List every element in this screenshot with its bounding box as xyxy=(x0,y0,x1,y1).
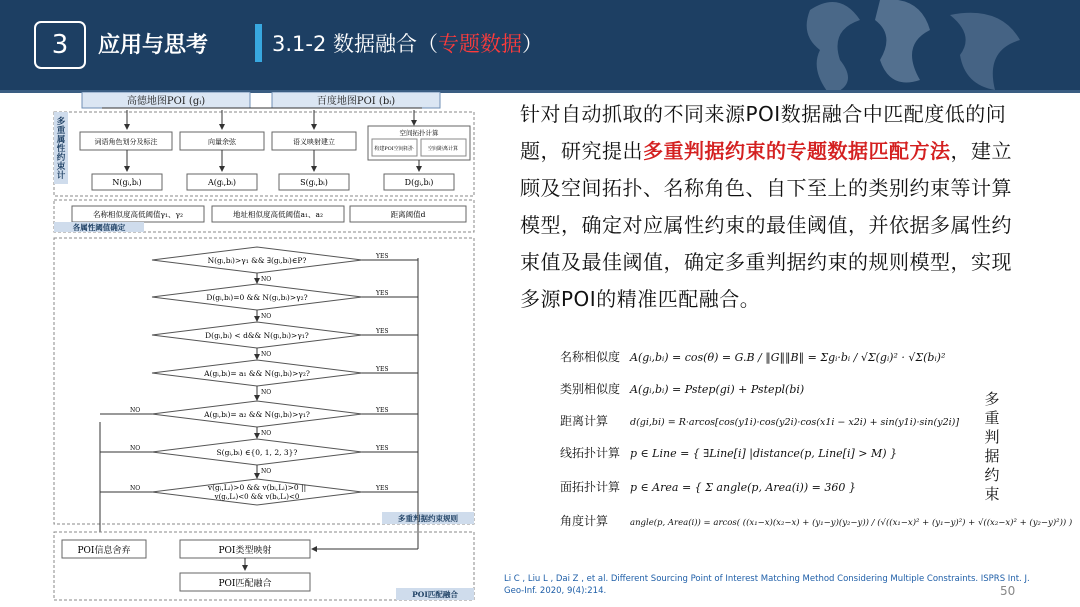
formula-row xyxy=(560,380,804,397)
formula-expression: A(gᵢ,bᵢ) = cos(θ) = G.B / ‖G‖‖B‖ = Σgᵢ·bᵢ / √Σ(gᵢ)² · √Σ(bᵢ)² xyxy=(630,351,946,364)
formula-label: 类别相似度 xyxy=(560,382,621,396)
formula-expression: A(gᵢ,bᵢ) = Pstep(gi) + Pstepl(bi) xyxy=(630,383,805,396)
formula-label: 线拓扑计算 xyxy=(560,446,621,460)
formula-row xyxy=(560,478,856,495)
yes-label: YES xyxy=(376,290,389,297)
side-label-4: POI匹配融合 xyxy=(412,590,458,599)
page-number: 50 xyxy=(1000,584,1016,598)
decision-label: v(gᵢ,Lᵢ)>0 && v(bᵢ,Lᵢ)>0 || xyxy=(207,483,307,492)
formula-label: 距离计算 xyxy=(560,414,609,428)
decision-chain xyxy=(100,247,418,505)
yes-label: YES xyxy=(376,485,389,492)
result-a-label: A(gᵢ,bᵢ) xyxy=(207,178,237,187)
flowchart xyxy=(52,92,476,603)
no-label: NO xyxy=(261,313,272,320)
decision-label: D(gᵢ,bᵢ) < d&& N(gᵢ,bᵢ)>γ₁? xyxy=(205,331,309,340)
formula-label: 名称相似度 xyxy=(560,350,621,364)
header-bar xyxy=(0,0,1080,90)
yes-label: YES xyxy=(376,407,389,414)
formula-label: 角度计算 xyxy=(560,514,609,528)
threshold-box-1-label: 名称相似度高低阈值γ₁、γ₂ xyxy=(93,210,183,219)
formula-row xyxy=(560,348,945,365)
description-paragraph: 针对自动抓取的不同来源POI数据融合中匹配度低的问题，研究提出多重判据约束的专题数据匹配方法，建立顾及空间拓扑、名称角色、自下至上的类别约束等计算模型，确定对应属性约束的最佳阈值，并依据多属性约束值及最佳阈值，确定多重判据约束的规则模型，实现多源POI的精准匹配融合。 xyxy=(520,102,1012,311)
formula-expression: p ∈ Area = { Σ angle(p, Area(i)) = 360 } xyxy=(630,481,856,494)
method-highlight: 多重判据约束的专题数据匹配方法 xyxy=(643,139,951,163)
no-label: NO xyxy=(261,468,272,475)
section-number: 3 xyxy=(34,21,86,69)
result-d-label: D(gᵢ,bᵢ) xyxy=(404,178,434,187)
calc-box-4-label: 空间拓扑计算 xyxy=(399,129,439,137)
side-label-3: 多重判据约束规则 xyxy=(398,514,458,523)
citation: Li C , Liu L , Dai Z , et al. Different Sourcing Point of Interest Matching Method Considering Multiple Constraints. ISPRS Int. J. Geo-Inf. 2020, 9(4):214. xyxy=(504,574,1030,596)
subtitle-highlight: 专题数据 xyxy=(438,32,523,56)
calc-box-3-label: 语义映射建立 xyxy=(293,138,335,146)
calc-box-4b-label: 空间距离计算 xyxy=(427,146,459,152)
type-map-label: POI类型映射 xyxy=(218,546,272,556)
calc-box-4a-label: 构建POI空间拓扑 xyxy=(374,146,414,152)
brush-decoration xyxy=(770,0,1080,90)
formula-expression: d(gi,bi) = R·arcos[cos(y1i)·cos(y2i)·cos(x1i − x2i) + sin(y1i)·sin(y2i)] xyxy=(630,417,960,428)
formula-row xyxy=(560,412,959,429)
yes-label: YES xyxy=(376,253,389,260)
yes-label: YES xyxy=(376,328,389,335)
no-label: NO xyxy=(261,351,272,358)
yes-label: YES xyxy=(376,366,389,373)
header-accent-bar xyxy=(255,24,262,62)
decision-label: S(gᵢ,bᵢ) ∈{0, 1, 2, 3}? xyxy=(216,448,298,457)
formula-row xyxy=(560,444,897,461)
threshold-box-3-label: 距离阈值d xyxy=(390,210,426,219)
decision-label: D(gᵢ,bᵢ)=0 && N(gᵢ,bᵢ)>γ₂? xyxy=(206,293,308,302)
side-label-1: 多重属性约束计 xyxy=(56,117,66,181)
calc-box-1-label: 词语角色划分及标注 xyxy=(94,138,158,146)
no-label: NO xyxy=(130,407,141,414)
decision-label-line2: v(gᵢ,Lᵢ)<0 && v(bᵢ,Lᵢ)<0 xyxy=(214,493,300,501)
calc-box-2-label: 向量余弦 xyxy=(208,138,236,146)
no-label: NO xyxy=(261,276,272,283)
no-label: NO xyxy=(130,445,141,452)
merge-label: POI匹配融合 xyxy=(218,579,272,589)
formula-row xyxy=(560,512,1072,529)
section-title: 应用与思考 xyxy=(98,33,209,58)
no-label: NO xyxy=(261,430,272,437)
no-label: NO xyxy=(261,389,272,396)
result-n-label: N(gᵢ,bᵢ) xyxy=(112,178,142,187)
formula-expression: angle(p, Area(i)) = arcos( ((x₁−x)(x₂−x) + (y₁−y)(y₂−y)) / (√((x₁−x)² + (y₁−y)²) + √((x₂−x)² + (y₂−y)²)) ) xyxy=(630,518,1073,528)
decision-label: A(gᵢ,bᵢ)= a₁ && N(gᵢ,bᵢ)>γ₂? xyxy=(204,369,310,378)
decision-label: N(gᵢ,bᵢ)>γ₁ && ∃(gᵢ,bᵢ)∈P? xyxy=(207,256,307,265)
result-s-label: S(gᵢ,bᵢ) xyxy=(300,178,328,187)
decision-label: A(gᵢ,bᵢ)= a₂ && N(gᵢ,bᵢ)>γ₁? xyxy=(204,410,310,419)
discard-label: POI信息舍弃 xyxy=(77,546,131,556)
yes-label: YES xyxy=(376,445,389,452)
formula-expression: p ∈ Line = { ∃Line[i] |distance(p, Line[i] > M) } xyxy=(630,447,898,460)
vertical-label: 多重判据约束 xyxy=(984,390,1000,503)
slide-subtitle: 3.1-2 数据融合（专题数据） xyxy=(272,32,544,56)
top-left-label: 高德地图POI (gᵢ) xyxy=(126,96,206,107)
threshold-box-2-label: 地址相似度高低阈值a₁、a₂ xyxy=(233,210,323,219)
formula-label: 面拓扑计算 xyxy=(560,480,621,494)
top-right-label: 百度地图POI (bᵢ) xyxy=(316,96,396,107)
flowchart-svg xyxy=(52,92,476,603)
side-label-2: 各属性阈值确定 xyxy=(72,223,126,232)
no-label: NO xyxy=(130,485,141,492)
